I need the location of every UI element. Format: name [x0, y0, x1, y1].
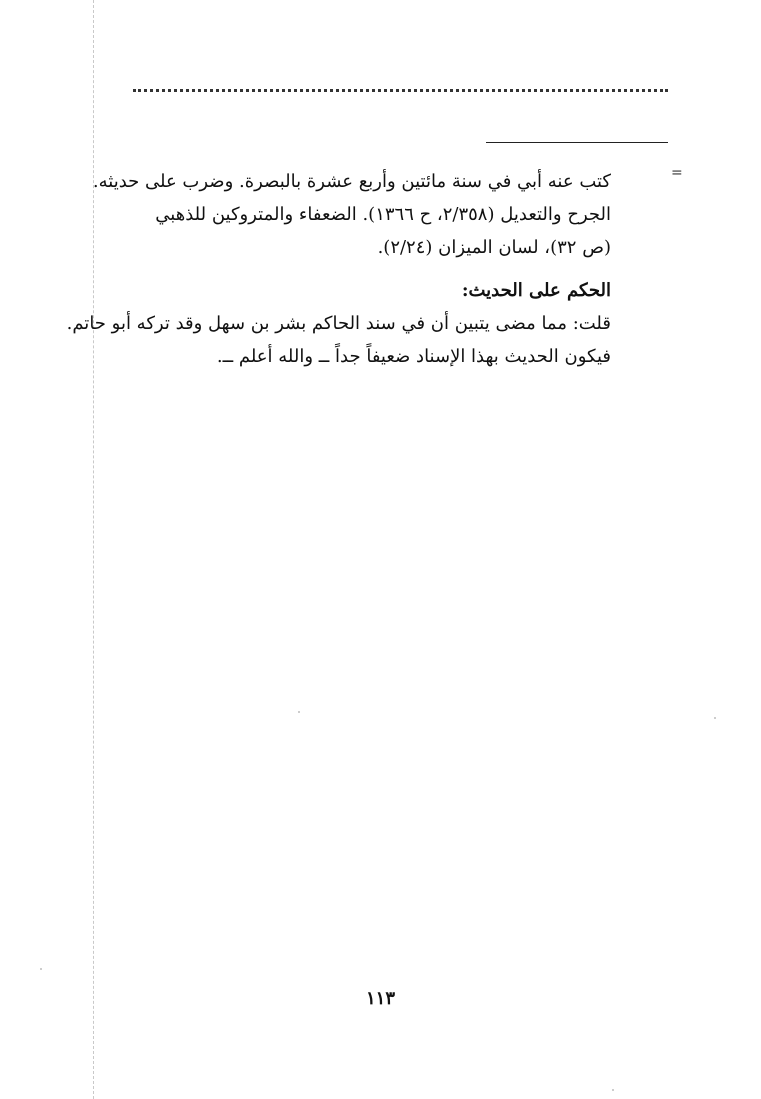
footnote-line-2: الجرح والتعديل (٢/٣٥٨، ح ١٣٦٦). الضعفاء والمتروكين للذهبي: [155, 204, 611, 225]
page-number: ١١٣: [365, 988, 395, 1009]
scan-speck: [612, 1089, 614, 1091]
scan-speck: [40, 968, 42, 970]
scan-margin-line: [93, 0, 94, 1099]
footnote-line-1: كتب عنه أبي في سنة مائتين وأربع عشرة بالبصرة. وضرب على حديثه.: [92, 171, 611, 192]
body-line-2: فيكون الحديث بهذا الإسناد ضعيفاً جداً ــ والله أعلم ــ.: [216, 346, 611, 367]
footnote-continuation-marker: =: [671, 165, 683, 181]
scan-speck: [714, 717, 716, 719]
section-heading: الحكم على الحديث:: [461, 280, 611, 301]
footnote-line-3: (ص ٣٢)، لسان الميزان (٢/٢٤).: [377, 237, 611, 258]
dotted-separator: [133, 89, 668, 92]
scan-speck: [298, 711, 300, 713]
footnote-rule: [486, 142, 668, 143]
body-line-1: قلت: مما مضى يتبين أن في سند الحاكم بشر بن سهل وقد تركه أبو حاتم.: [66, 313, 611, 334]
